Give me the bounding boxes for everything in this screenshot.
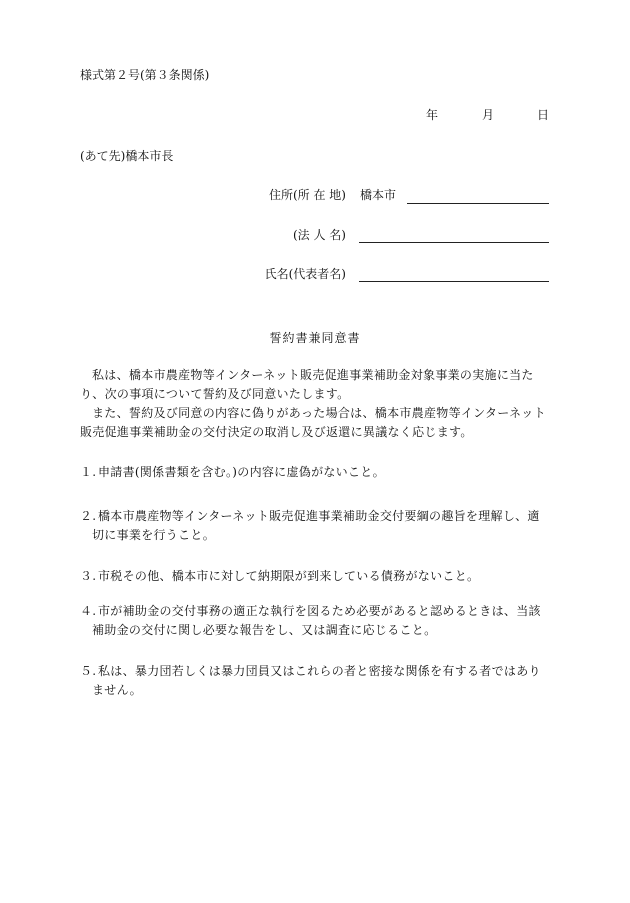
- representative-name-blank-line: [359, 281, 549, 282]
- address-city: 橋本市: [360, 188, 397, 202]
- date-day-label: 日: [537, 108, 550, 122]
- item-text: 市が補助金の交付事務の適正な執行を図るため必要があると認めるときは、当該補助金の交付に関し必要な報告をし、又は調査に応じること。: [92, 604, 541, 637]
- corporation-blank-line: [359, 242, 549, 243]
- item-text: 申請書(関係書類を含む。)の内容に虚偽がないこと。: [98, 465, 385, 479]
- address-label: 住所(所 在 地): [269, 188, 346, 202]
- item-number: １.: [80, 465, 97, 479]
- form-number: 様式第２号(第３条関係): [80, 68, 210, 82]
- pledge-paragraph: 私は、橋本市農産物等インターネット販売促進事業補助金対象事業の実施に当たり、次の事項について誓約及び同意いたします。: [80, 368, 534, 401]
- item-number: ４.: [80, 604, 97, 618]
- item-text: 私は、暴力団若しくは暴力団員又はこれらの者と密接な関係を有する者ではありません。: [92, 664, 541, 697]
- date-month-label: 月: [482, 108, 495, 122]
- addressee: (あて先)橋本市長: [80, 149, 174, 163]
- false-statement-paragraph: また、誓約及び同意の内容に偽りがあった場合は、橋本市農産物等インターネット販売促進事業補助金の交付決定の取消し及び返還に異議なく応じます。: [80, 406, 546, 439]
- pledge-item-3: [80, 567, 550, 586]
- document-title: 誓約書兼同意書: [269, 331, 361, 345]
- pledge-item-5: [80, 662, 550, 700]
- item-text: 橋本市農産物等インターネット販売促進事業補助金交付要綱の趣旨を理解し、適切に事業を行うこと。: [92, 509, 540, 542]
- item-text: 市税その他、橋本市に対して納期限が到来している債務がないこと。: [98, 569, 480, 583]
- item-number: ２.: [80, 509, 97, 523]
- item-number: ５.: [80, 664, 97, 678]
- pledge-item-2: [80, 507, 550, 545]
- corporation-label: (法 人 名): [293, 228, 346, 242]
- address-blank-line: [407, 203, 549, 204]
- representative-name-label: 氏名(代表者名): [264, 267, 346, 281]
- date-year-label: 年: [426, 108, 439, 122]
- pledge-item-4: [80, 602, 550, 640]
- pledge-item-1: [80, 463, 550, 482]
- item-number: ３.: [80, 569, 97, 583]
